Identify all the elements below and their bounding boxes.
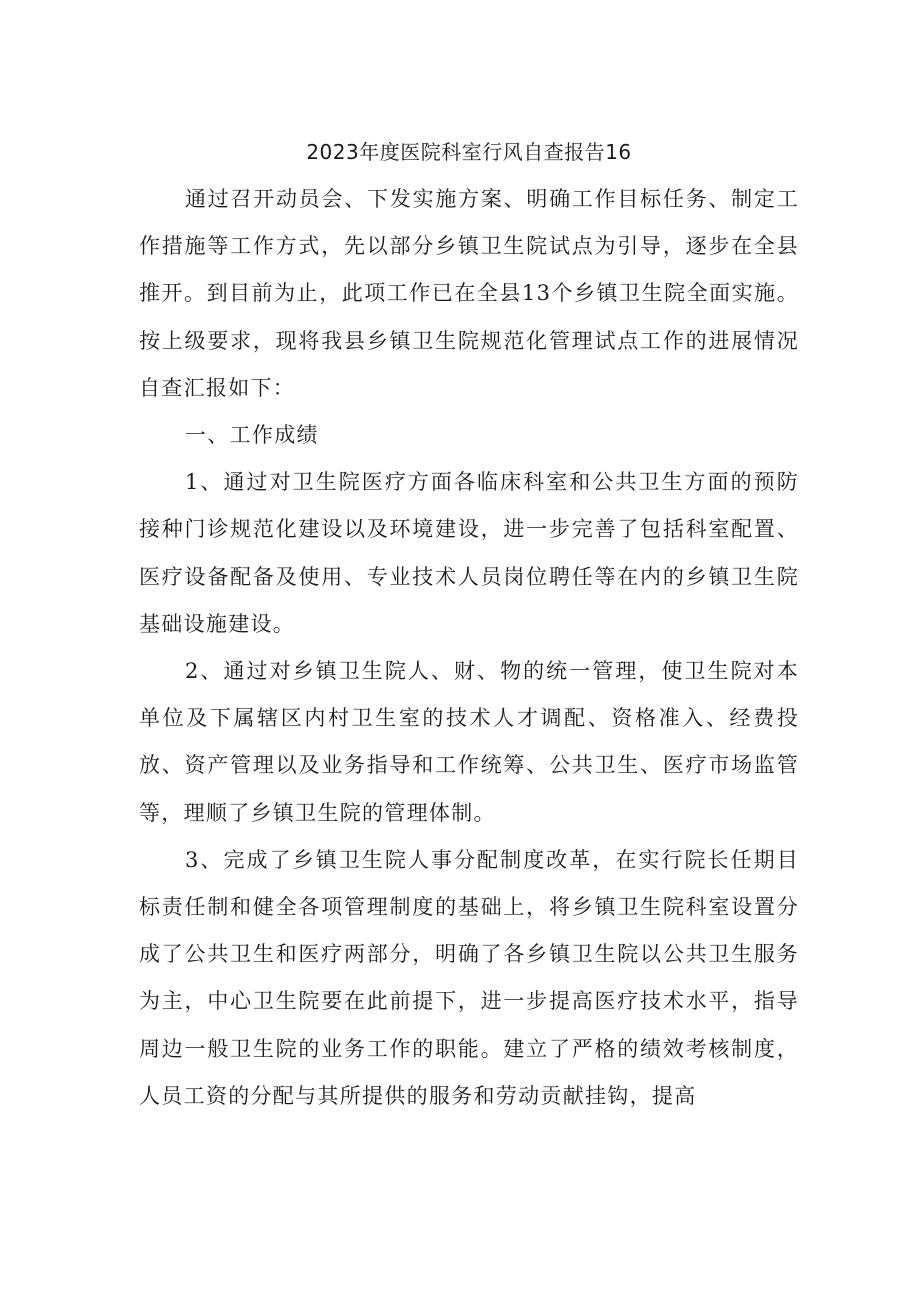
item-paragraph-1: 1、通过对卫生院医疗方面各临床科室和公共卫生方面的预防接种门诊规范化建设以及环境建设，进一步完善了包括科室配置、医疗设备配备及使用、专业技术人员岗位聘任等在内的乡镇卫生院基础设施建设。 <box>139 470 799 636</box>
document-title: 2023年度医院科室行风自查报告16 <box>306 140 632 164</box>
intro-paragraph: 通过召开动员会、下发实施方案、明确工作目标任务、制定工作措施等工作方式，先以部分乡镇卫生院试点为引导，逐步在全县推开。到目前为止，此项工作已在全县13个乡镇卫生院全面实施。按上级要求，现将我县乡镇卫生院规范化管理试点工作的进展情况自查汇报如下： <box>139 187 799 400</box>
section-heading: 一、工作成绩 <box>185 423 319 448</box>
document-page <box>139 132 799 1120</box>
item-paragraph-3: 3、完成了乡镇卫生院人事分配制度改革，在实行院长任期目标责任制和健全各项管理制度的基础上，将乡镇卫生院科室设置分成了公共卫生和医疗两部分，明确了各乡镇卫生院以公共卫生服务为主，中心卫生院要在此前提下，进一步提高医疗技术水平，指导周边一般卫生院的业务工作的职能。建立了严格的绩效考核制度，人员工资的分配与其所提供的服务和劳动贡献挂钩，提高 <box>139 847 799 1108</box>
item-paragraph-2: 2、通过对乡镇卫生院人、财、物的统一管理，使卫生院对本单位及下属辖区内村卫生室的技术人才调配、资格准入、经费投放、资产管理以及业务指导和工作统筹、公共卫生、医疗市场监管等，理顺了乡镇卫生院的管理体制。 <box>139 659 799 825</box>
